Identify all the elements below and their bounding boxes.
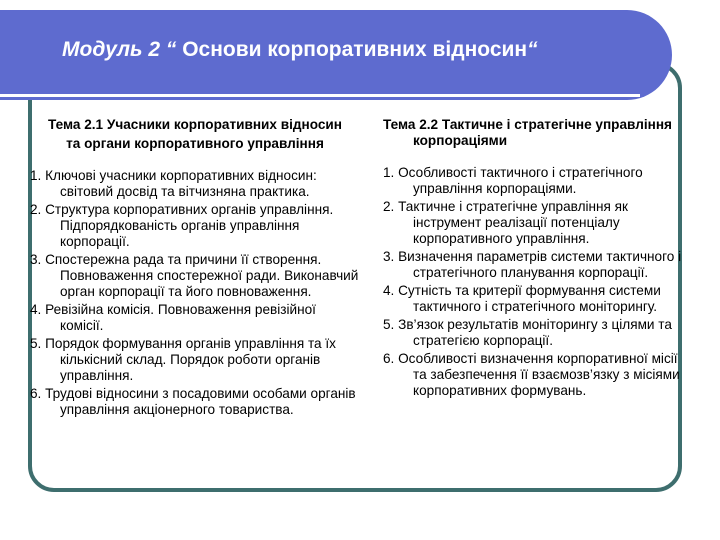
list-item: 3. Визначення параметрів системи тактичного і стратегічного планування корпорації.: [383, 249, 682, 280]
list-item: 1. Особливості тактичного і стратегічного управління корпораціями.: [383, 165, 643, 196]
left-topic-list: [30, 168, 360, 418]
list-item: 2. Структура корпоративних органів управління. Підпорядкованість органів управління корпорації.: [30, 202, 334, 249]
left-heading-line2: та органи корпоративного управління: [66, 136, 324, 151]
list-item: 5. Порядок формування органів управління та їх кількісний склад. Порядок роботи органів управління.: [30, 336, 336, 383]
list-item: 4. Ревізійна комісія. Повноваження ревізійної комісії.: [30, 302, 316, 333]
list-item: 3. Спостережна рада та причини її створення. Повноваження спостережної ради. Виконавчий орган корпорації та його повноваження.: [30, 252, 359, 299]
title-main: Основи корпоративних відносин: [176, 38, 528, 61]
right-heading: Тема 2.2 Тактичне і стратегічне управління корпораціями: [383, 117, 672, 148]
list-item: 2. Тактичне і стратегічне управління як інструмент реалізації потенціалу корпоративного управління.: [383, 199, 628, 246]
title-prefix: Модуль 2 “: [62, 38, 177, 61]
title-underline: [0, 94, 640, 97]
list-item: 5. Зв’язок результатів моніторингу з цілями та стратегією корпорації.: [383, 317, 672, 348]
left-heading-line1: Тема 2.1 Учасники корпоративних відносин: [48, 117, 342, 132]
title-suffix: “: [527, 38, 538, 61]
list-item: 1. Ключові учасники корпоративних відносин: світовий досвід та вітчизняна практика.: [30, 168, 317, 199]
list-item: 4. Сутність та критерії формування системи тактичного і стратегічного моніторингу.: [383, 283, 661, 314]
list-item: 6. Трудові відносини з посадовими особами органів управління акціонерного товариства.: [30, 386, 356, 417]
list-item: 6. Особливості визначення корпоративної місії та забезпечення її взаємозв’язку з місіями корпоративних формувань.: [383, 351, 680, 398]
right-topic-list: [383, 165, 685, 399]
left-column: [30, 117, 360, 420]
right-column: [383, 117, 685, 401]
page-title: [62, 38, 538, 62]
